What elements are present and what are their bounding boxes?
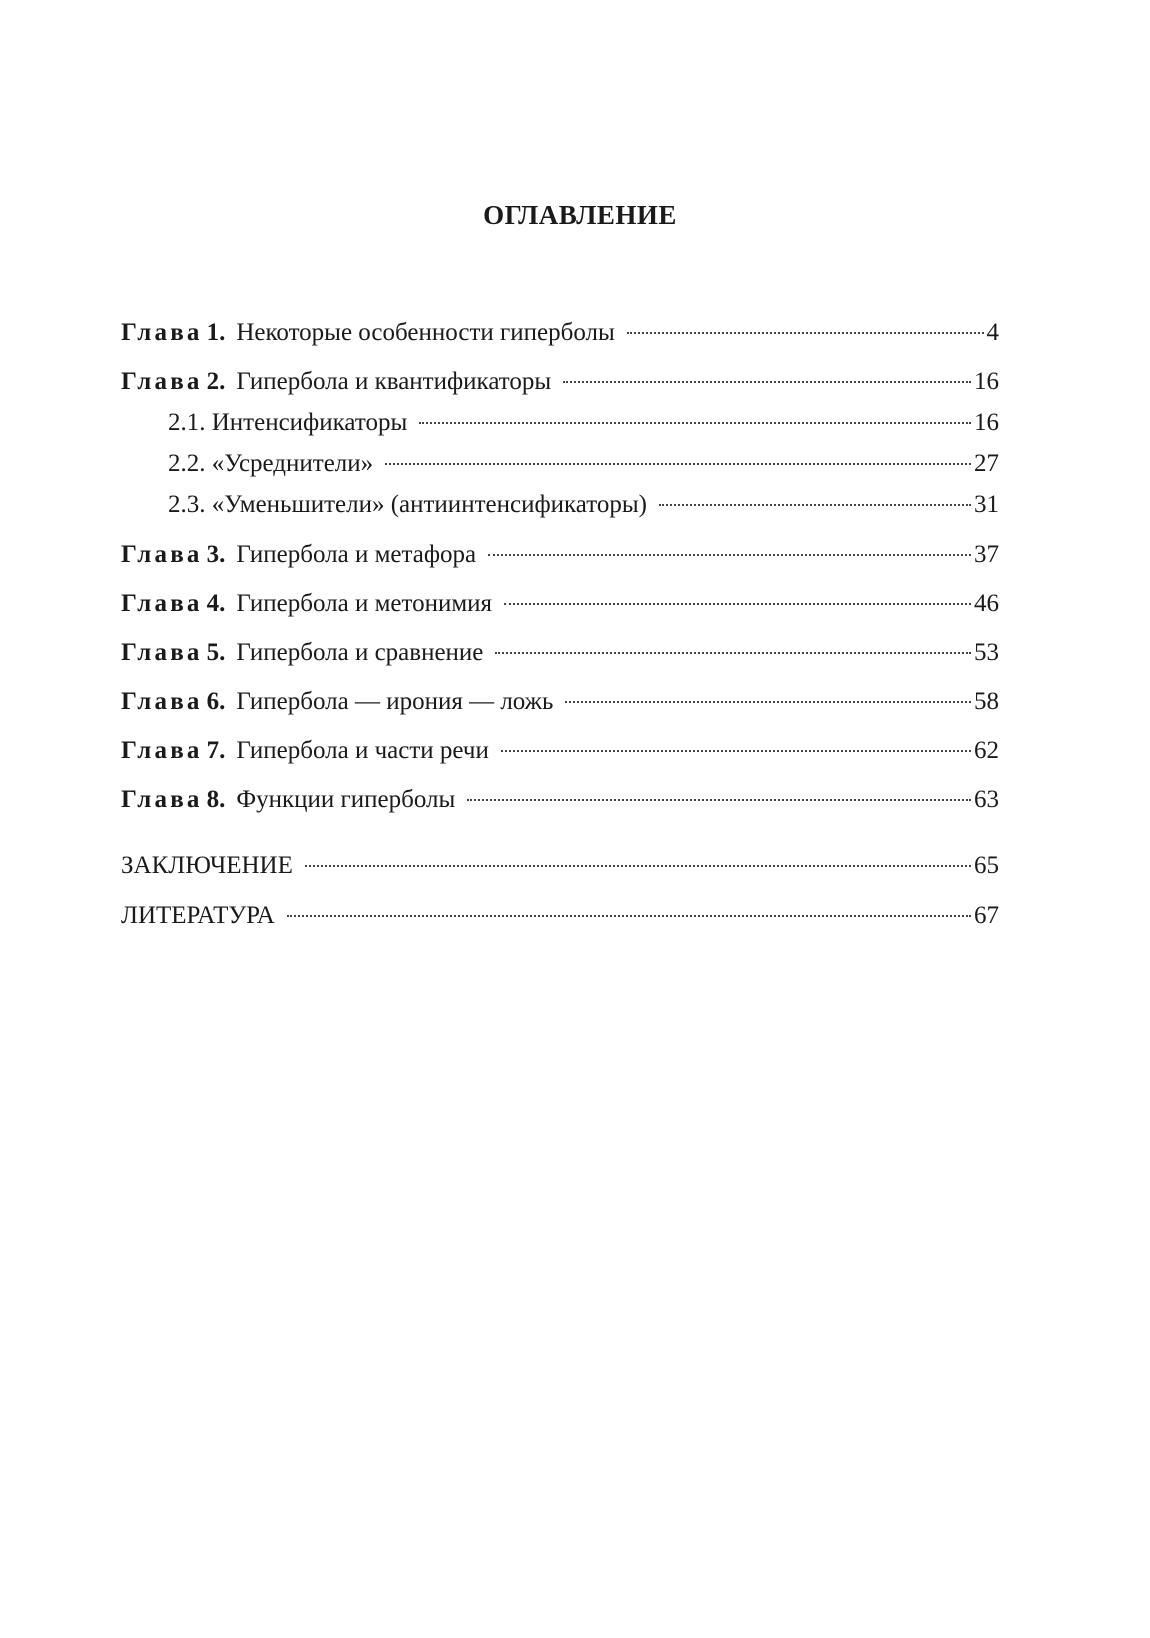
entry-title: ЛИТЕРАТУРА	[121, 902, 275, 929]
chapter-number: 1.	[206, 319, 226, 346]
toc-entry-chapter-8[interactable]	[121, 785, 999, 815]
entry-title: «Усреднители»	[211, 450, 374, 477]
toc-entry-conclusion[interactable]	[121, 851, 999, 881]
chapter-number: 6.	[206, 688, 226, 715]
dot-leader	[385, 463, 971, 465]
dot-leader	[659, 504, 971, 506]
dot-leader	[419, 422, 971, 424]
page-number: 31	[974, 491, 999, 518]
dot-leader	[287, 915, 971, 917]
toc-entry-section-2-3[interactable]	[121, 490, 999, 520]
toc-entry-chapter-7[interactable]	[121, 736, 999, 766]
table-of-contents	[121, 318, 999, 931]
dot-leader	[565, 701, 971, 703]
page-number: 58	[974, 688, 999, 715]
page-number: 16	[974, 368, 999, 395]
page-number: 67	[974, 902, 999, 929]
dot-leader	[563, 381, 971, 383]
toc-entry-chapter-5[interactable]	[121, 638, 999, 668]
toc-entry-chapter-3[interactable]	[121, 540, 999, 570]
chapter-number: 7.	[206, 737, 226, 764]
dot-leader	[467, 799, 971, 801]
toc-entry-section-2-2[interactable]	[121, 449, 999, 479]
chapter-label: Глава	[121, 319, 203, 346]
page-number: 63	[974, 786, 999, 813]
section-number: 2.2.	[168, 450, 206, 477]
entry-title: Некоторые особенности гиперболы	[236, 319, 615, 346]
entry-title: Гипербола и части речи	[236, 737, 489, 764]
chapter-label: Глава	[121, 590, 203, 617]
toc-entry-chapter-2[interactable]	[121, 367, 999, 397]
chapter-number: 3.	[206, 541, 226, 568]
chapter-label: Глава	[121, 737, 203, 764]
dot-leader	[495, 652, 971, 654]
chapter-number: 8.	[206, 786, 226, 813]
dot-leader	[305, 865, 971, 867]
section-number: 2.1.	[168, 409, 206, 436]
entry-title: Гипербола и метафора	[236, 541, 477, 568]
page-number: 16	[974, 409, 999, 436]
entry-title: «Уменьшители» (антиинтенсификаторы)	[211, 491, 647, 518]
dot-leader	[501, 750, 971, 752]
page-number: 4	[986, 319, 999, 346]
page-number: 37	[974, 541, 999, 568]
toc-entry-section-2-1[interactable]	[121, 408, 999, 438]
entry-title: Интенсификаторы	[211, 409, 408, 436]
chapter-label: Глава	[121, 639, 203, 666]
toc-entry-literature[interactable]	[121, 901, 999, 931]
page-number: 46	[974, 590, 999, 617]
chapter-label: Глава	[121, 688, 203, 715]
dot-leader	[504, 603, 971, 605]
page-title: ОГЛАВЛЕНИЕ	[483, 200, 677, 230]
entry-title: Гипербола — ирония — ложь	[236, 688, 554, 715]
entry-title: Функции гиперболы	[236, 786, 456, 813]
page-number: 62	[974, 737, 999, 764]
page-number: 53	[974, 639, 999, 666]
chapter-number: 2.	[206, 368, 226, 395]
page-number: 27	[974, 450, 999, 477]
toc-entry-chapter-1[interactable]	[121, 318, 999, 348]
section-number: 2.3.	[168, 491, 206, 518]
chapter-number: 4.	[206, 590, 226, 617]
chapter-label: Глава	[121, 541, 203, 568]
chapter-label: Глава	[121, 786, 203, 813]
chapter-label: Глава	[121, 368, 203, 395]
toc-entry-chapter-6[interactable]	[121, 687, 999, 717]
entry-title: Гипербола и сравнение	[236, 639, 484, 666]
chapter-number: 5.	[206, 639, 226, 666]
dot-leader	[488, 554, 971, 556]
entry-title: Гипербола и квантификаторы	[236, 368, 552, 395]
toc-entry-chapter-4[interactable]	[121, 589, 999, 619]
page-number: 65	[974, 852, 999, 879]
entry-title: ЗАКЛЮЧЕНИЕ	[121, 852, 293, 879]
entry-title: Гипербола и метонимия	[236, 590, 493, 617]
dot-leader	[627, 332, 984, 334]
